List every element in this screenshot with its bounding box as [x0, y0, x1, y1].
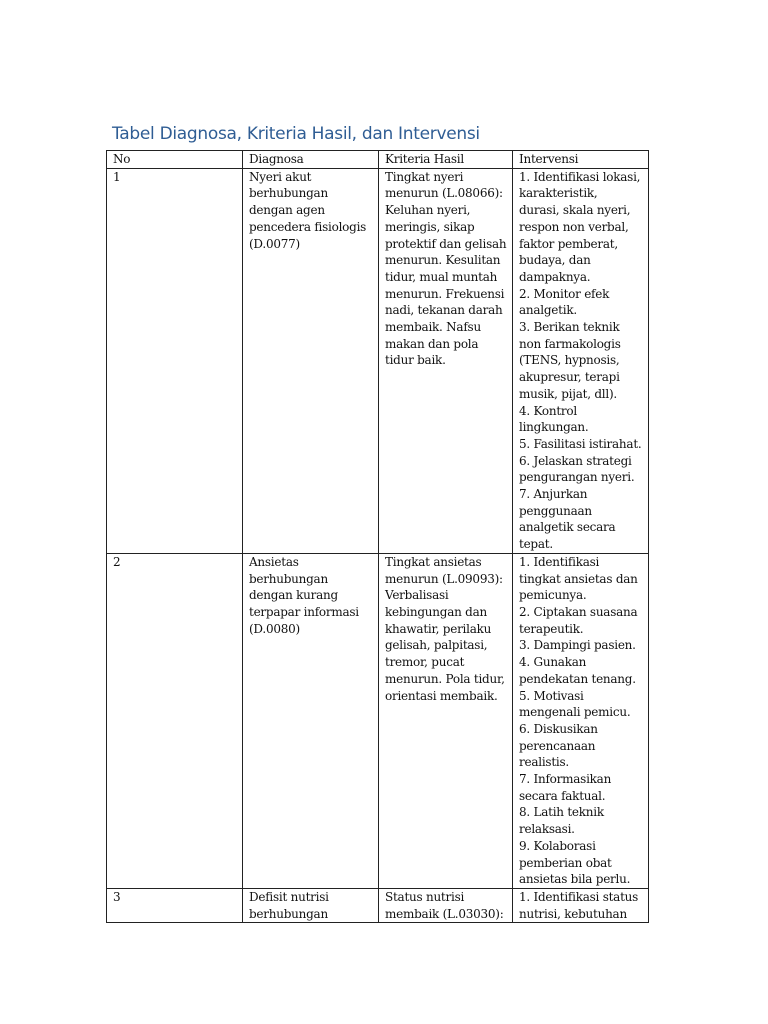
table-row: [107, 553, 649, 888]
intervensi-text-line: 7. Anjurkan: [519, 487, 588, 502]
kriteria-text-line: tidur, mual muntah: [385, 269, 498, 284]
cell-intervensi: [513, 168, 649, 553]
table-header-row: [107, 151, 649, 169]
kriteria-text-line: kebingungan dan: [385, 604, 487, 619]
intervensi-text-line: pemberian obat: [519, 855, 612, 870]
kriteria-text-line: protektif dan gelisah: [385, 236, 507, 251]
diagnosa-text-line: pencedera fisiologis: [249, 219, 367, 234]
intervensi-text-line: pendekatan tenang.: [519, 671, 636, 686]
document-title: Tabel Diagnosa, Kriteria Hasil, dan Intervensi: [112, 124, 480, 144]
intervensi-text-line: (TENS, hypnosis,: [519, 353, 620, 368]
intervensi-text-line: lingkungan.: [519, 420, 589, 435]
intervensi-text-line: respon non verbal,: [519, 219, 629, 234]
diagnosa-text-line: berhubungan: [249, 571, 328, 586]
intervensi-text-line: karakteristik,: [519, 186, 598, 201]
intervensi-text-line: pengurangan nyeri.: [519, 470, 635, 485]
cell-no: [107, 888, 243, 922]
intervensi-text-line: secara faktual.: [519, 788, 606, 803]
intervensi-text-line: relaksasi.: [519, 822, 575, 837]
row-number: 1: [113, 169, 121, 184]
cell-kriteria: [379, 168, 513, 553]
kriteria-text-line: Verbalisasi: [385, 588, 449, 603]
intervensi-text-line: 6. Diskusikan: [519, 721, 598, 736]
diagnosis-table: [106, 150, 649, 923]
kriteria-text-line: Keluhan nyeri,: [385, 203, 471, 218]
kriteria-text-line: gelisah, palpitasi,: [385, 638, 488, 653]
intervensi-text-line: durasi, skala nyeri,: [519, 203, 631, 218]
cell-no: [107, 553, 243, 888]
kriteria-text-line: menurun (L.08066):: [385, 186, 503, 201]
intervensi-text-line: budaya, dan: [519, 253, 591, 268]
kriteria-text-line: tidur baik.: [385, 353, 446, 368]
intervensi-text-line: 5. Motivasi: [519, 688, 584, 703]
diagnosa-text-line: dengan kurang: [249, 588, 338, 603]
intervensi-text-line: faktor pemberat,: [519, 236, 618, 251]
kriteria-text-line: khawatir, perilaku: [385, 621, 492, 636]
intervensi-text-line: 7. Informasikan: [519, 772, 612, 787]
cell-intervensi: [513, 888, 649, 922]
diagnosa-text-line: (D.0077): [249, 236, 300, 251]
intervensi-text-line: 4. Gunakan: [519, 655, 587, 670]
row-number: 2: [113, 554, 121, 569]
kriteria-text-line: membaik. Nafsu: [385, 320, 481, 335]
intervensi-text-line: pemicunya.: [519, 588, 587, 603]
intervensi-text-line: 3. Berikan teknik: [519, 320, 620, 335]
intervensi-text-line: 1. Identifikasi: [519, 554, 600, 569]
kriteria-text-line: menurun. Frekuensi: [385, 286, 505, 301]
header-kriteria-hasil: Kriteria Hasil: [379, 151, 513, 169]
intervensi-text-line: ansietas bila perlu.: [519, 872, 631, 887]
kriteria-text-line: Tingkat nyeri: [385, 169, 464, 184]
intervensi-text-line: perencanaan: [519, 738, 596, 753]
diagnosa-text-line: terpapar informasi: [249, 604, 359, 619]
kriteria-text-line: nadi, tekanan darah: [385, 303, 503, 318]
intervensi-text-line: 9. Kolaborasi: [519, 838, 596, 853]
row-number: 3: [113, 889, 121, 904]
intervensi-text-line: realistis.: [519, 755, 569, 770]
cell-kriteria: [379, 888, 513, 922]
intervensi-text-line: analgetik.: [519, 303, 577, 318]
intervensi-text-line: 5. Fasilitasi istirahat.: [519, 436, 642, 451]
header-no: No: [107, 151, 243, 169]
kriteria-text-line: menurun. Kesulitan: [385, 253, 501, 268]
diagnosa-text-line: berhubungan: [249, 186, 328, 201]
intervensi-text-line: 1. Identifikasi status: [519, 889, 639, 904]
intervensi-text-line: penggunaan: [519, 503, 592, 518]
intervensi-text-line: tingkat ansietas dan: [519, 571, 638, 586]
intervensi-text-line: tepat.: [519, 537, 553, 552]
table-row: [107, 168, 649, 553]
intervensi-text-line: akupresur, terapi: [519, 370, 620, 385]
kriteria-text-line: Tingkat ansietas: [385, 554, 482, 569]
diagnosa-text-line: Defisit nutrisi: [249, 889, 329, 904]
intervensi-text-line: 2. Monitor efek: [519, 286, 610, 301]
kriteria-text-line: menurun (L.09093):: [385, 571, 503, 586]
intervensi-text-line: nutrisi, kebutuhan: [519, 906, 627, 921]
diagnosa-text-line: Nyeri akut: [249, 169, 312, 184]
cell-intervensi: [513, 553, 649, 888]
intervensi-text-line: terapeutik.: [519, 621, 584, 636]
diagnosa-text-line: Ansietas: [249, 554, 299, 569]
kriteria-text-line: orientasi membaik.: [385, 688, 498, 703]
intervensi-text-line: 2. Ciptakan suasana: [519, 604, 638, 619]
intervensi-text-line: 1. Identifikasi lokasi,: [519, 169, 641, 184]
intervensi-text-line: dampaknya.: [519, 269, 591, 284]
intervensi-text-line: mengenali pemicu.: [519, 705, 631, 720]
cell-diagnosa: [243, 888, 379, 922]
diagnosa-text-line: dengan agen: [249, 203, 325, 218]
intervensi-text-line: 6. Jelaskan strategi: [519, 453, 632, 468]
intervensi-text-line: analgetik secara: [519, 520, 616, 535]
header-intervensi: Intervensi: [513, 151, 649, 169]
cell-kriteria: [379, 553, 513, 888]
kriteria-text-line: makan dan pola: [385, 336, 479, 351]
cell-diagnosa: [243, 168, 379, 553]
intervensi-text-line: 3. Dampingi pasien.: [519, 638, 636, 653]
cell-no: [107, 168, 243, 553]
intervensi-text-line: 4. Kontrol: [519, 403, 577, 418]
kriteria-text-line: menurun. Pola tidur,: [385, 671, 505, 686]
kriteria-text-line: meringis, sikap: [385, 219, 475, 234]
intervensi-text-line: musik, pijat, dll).: [519, 386, 617, 401]
intervensi-text-line: 8. Latih teknik: [519, 805, 604, 820]
intervensi-text-line: non farmakologis: [519, 336, 621, 351]
table-row: [107, 888, 649, 922]
cell-diagnosa: [243, 553, 379, 888]
kriteria-text-line: membaik (L.03030):: [385, 906, 504, 921]
diagnosa-text-line: (D.0080): [249, 621, 300, 636]
header-diagnosa: Diagnosa: [243, 151, 379, 169]
kriteria-text-line: Status nutrisi: [385, 889, 465, 904]
diagnosa-text-line: berhubungan: [249, 906, 328, 921]
kriteria-text-line: tremor, pucat: [385, 655, 465, 670]
